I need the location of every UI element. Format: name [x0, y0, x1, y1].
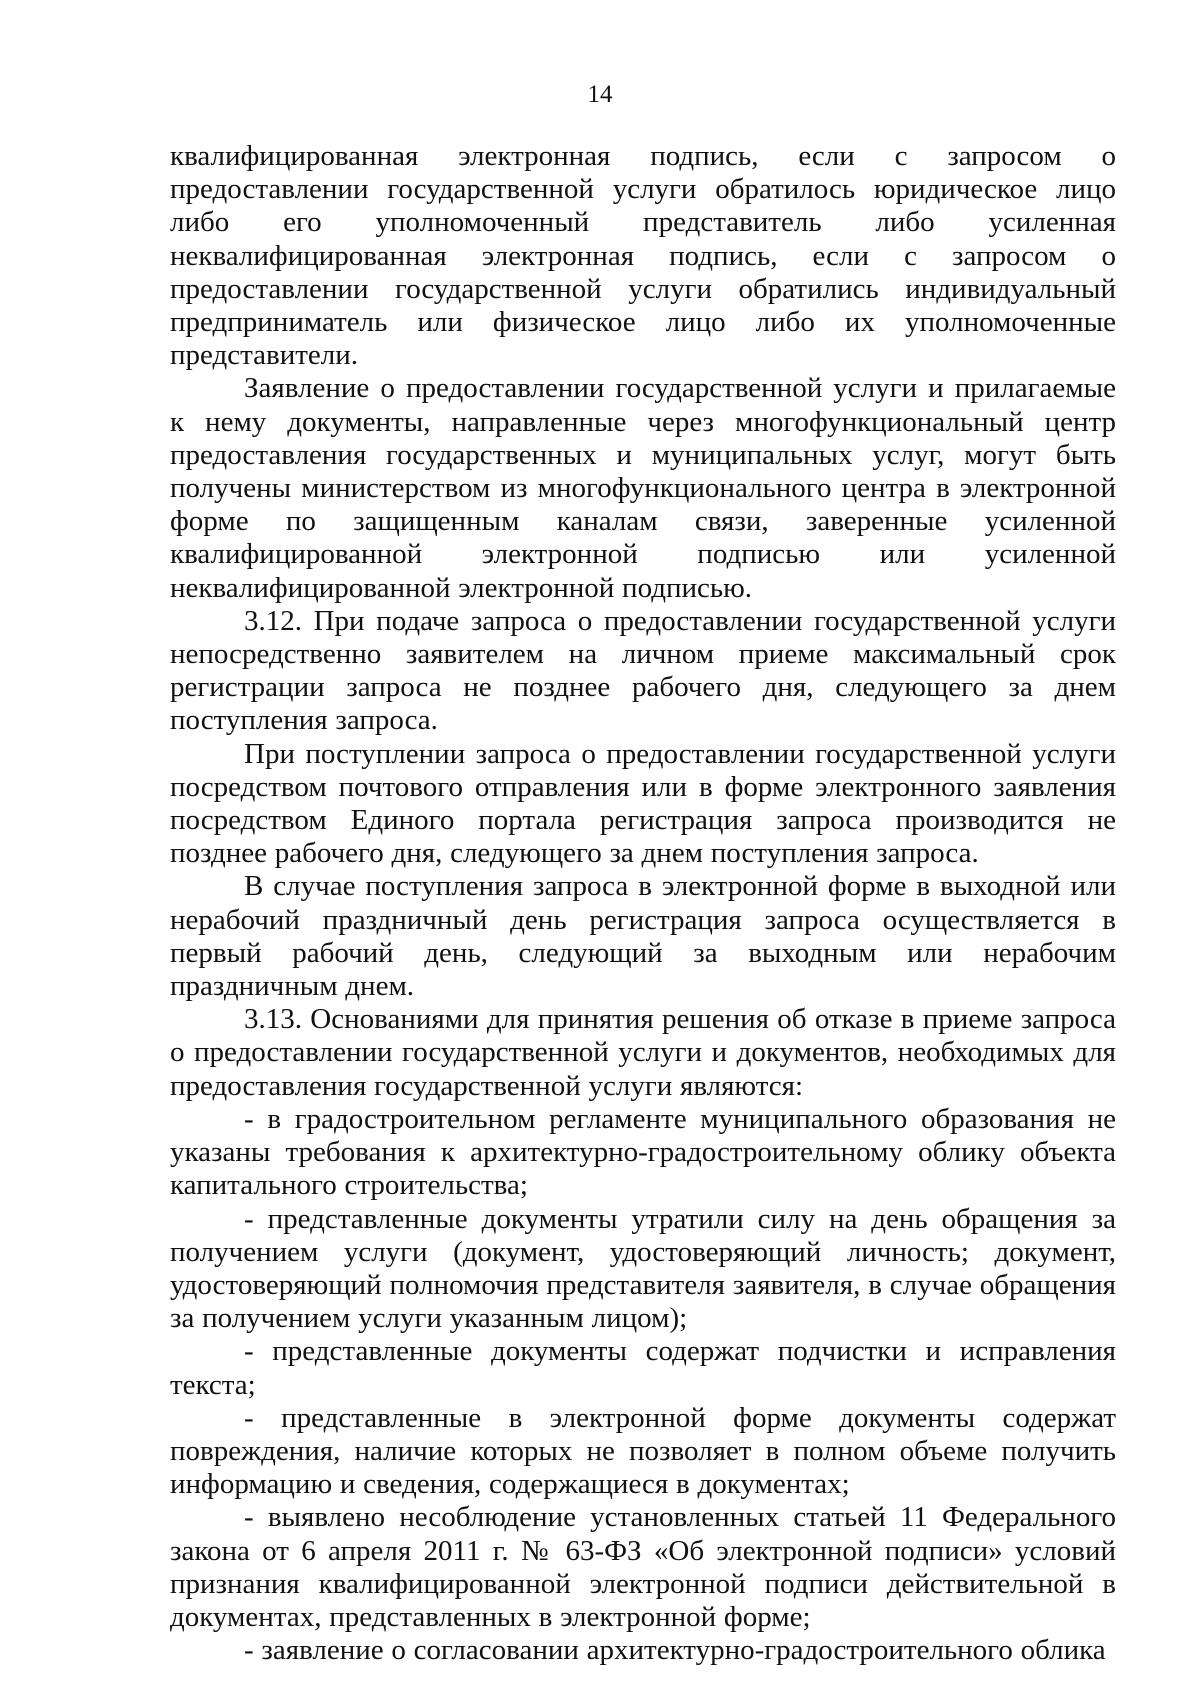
paragraph: В случае поступления запроса в электронной форме в выходной или нерабочий праздничный день регистрация запроса осуществляется в первый рабочий день, следующий за выходным или нерабочим праздничным днем.: [170, 870, 1116, 1003]
paragraph-section-3-13: 3.13. Основаниями для принятия решения об отказе в приеме запроса о предоставлении государственной услуги и документов, необходимых для предоставления государственной услуги являются:: [170, 1003, 1116, 1102]
page-number: 14: [587, 81, 613, 108]
document-body: [170, 140, 1116, 1667]
list-item: - представленные документы утратили силу на день обращения за получением услуги (документ, удостоверяющий личность; документ, удостоверяющий полномочия представителя заявителя, в случае обращения за получением услуги указанным лицом);: [170, 1202, 1116, 1335]
list-item: - в градостроительном регламенте муниципального образования не указаны требования к архитектурно-градостроительному облику объекта капитального строительства;: [170, 1102, 1116, 1202]
list-item: - заявление о согласовании архитектурно-градостроительного облика: [244, 1634, 1106, 1667]
paragraph-section-3-12: 3.12. При подаче запроса о предоставлении государственной услуги непосредственно заявителем на личном приеме максимальный срок регистрации запроса не позднее рабочего дня, следующего за днем поступления запроса.: [170, 604, 1116, 737]
paragraph: При поступлении запроса о предоставлении государственной услуги посредством почтового отправления или в форме электронного заявления посредством Единого портала регистрация запроса производится не позднее рабочего дня, следующего за днем поступления запроса.: [170, 737, 1116, 870]
paragraph: Заявление о предоставлении государственной услуги и прилагаемые к нему документы, направленные через многофункциональный центр предоставления государственных и муниципальных услуг, могут быть получены министерством из многофункционального центра в электронной форме по защищенным каналам связи, заверенные усиленной квалифицированной электронной подписью или усиленной неквалифицированной электронной подписью.: [170, 372, 1116, 604]
list-item: - представленные документы содержат подчистки и исправления текста;: [170, 1335, 1116, 1401]
paragraph: квалифицированная электронная подпись, если с запросом о предоставлении государственной услуги обратилось юридическое лицо либо его уполномоченный представитель либо усиленная неквалифицированная электронная подпись, если с запросом о предоставлении государственной услуги обратились индивидуальный предприниматель или физическое лицо либо их уполномоченные представители.: [170, 140, 1116, 372]
list-item: - представленные в электронной форме документы содержат повреждения, наличие которых не позволяет в полном объеме получить информацию и сведения, содержащиеся в документах;: [170, 1401, 1116, 1501]
list-item: - выявлено несоблюдение установленных статьей 11 Федерального закона от 6 апреля 2011 г. № 63-ФЗ «Об электронной подписи» условий признания квалифицированной электронной подписи действительной в документах, представленных в электронной форме;: [170, 1501, 1116, 1633]
